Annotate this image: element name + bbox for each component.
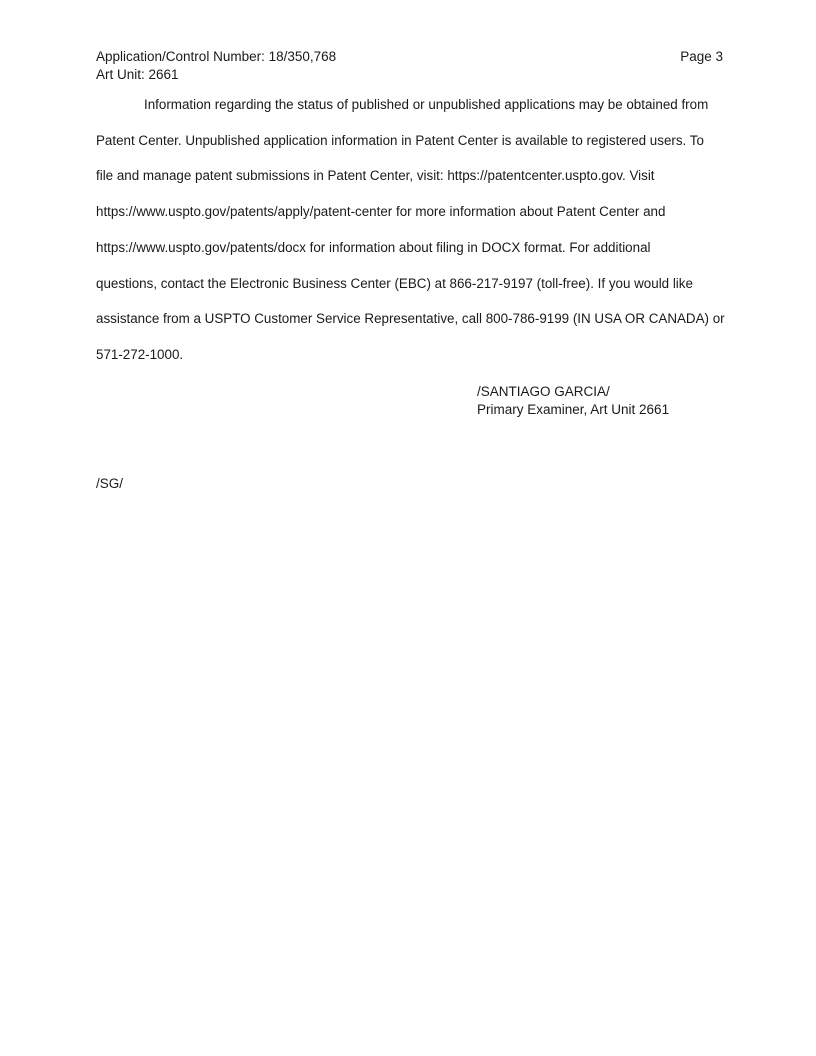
- application-control-number: Application/Control Number: 18/350,768: [96, 49, 337, 64]
- examiner-title: Primary Examiner, Art Unit 2661: [477, 402, 670, 417]
- art-unit: Art Unit: 2661: [96, 66, 179, 82]
- paragraph-line: 571-272-1000.: [96, 346, 184, 362]
- paragraph-line: Patent Center. Unpublished application information in Patent Center is available to registered users. To: [96, 132, 704, 148]
- paragraph-line: file and manage patent submissions in Patent Center, visit: https://patentcenter.uspto.gov. Visit: [96, 168, 655, 184]
- examiner-initials: /SG/: [96, 476, 124, 491]
- paragraph-line: questions, contact the Electronic Business Center (EBC) at 866-217-9197 (toll-free). If you would like: [96, 275, 693, 291]
- page-header: [96, 48, 723, 83]
- paragraph-line: https://www.uspto.gov/patents/docx for information about filing in DOCX format. For additional: [96, 239, 651, 255]
- paragraph-line: https://www.uspto.gov/patents/apply/patent-center for more information about Patent Center and: [96, 204, 666, 220]
- examiner-signature: /SANTIAGO GARCIA/: [477, 384, 610, 399]
- signature-block: [477, 383, 669, 419]
- paragraph-line: Information regarding the status of published or unpublished applications may be obtained from: [144, 97, 709, 112]
- page-number: Page 3: [680, 49, 723, 64]
- body-paragraph: [96, 87, 736, 373]
- page-header-row1: [96, 48, 723, 66]
- paragraph-line: assistance from a USPTO Customer Service Representative, call 800-786-9199 (IN USA OR CANADA) or: [96, 311, 725, 327]
